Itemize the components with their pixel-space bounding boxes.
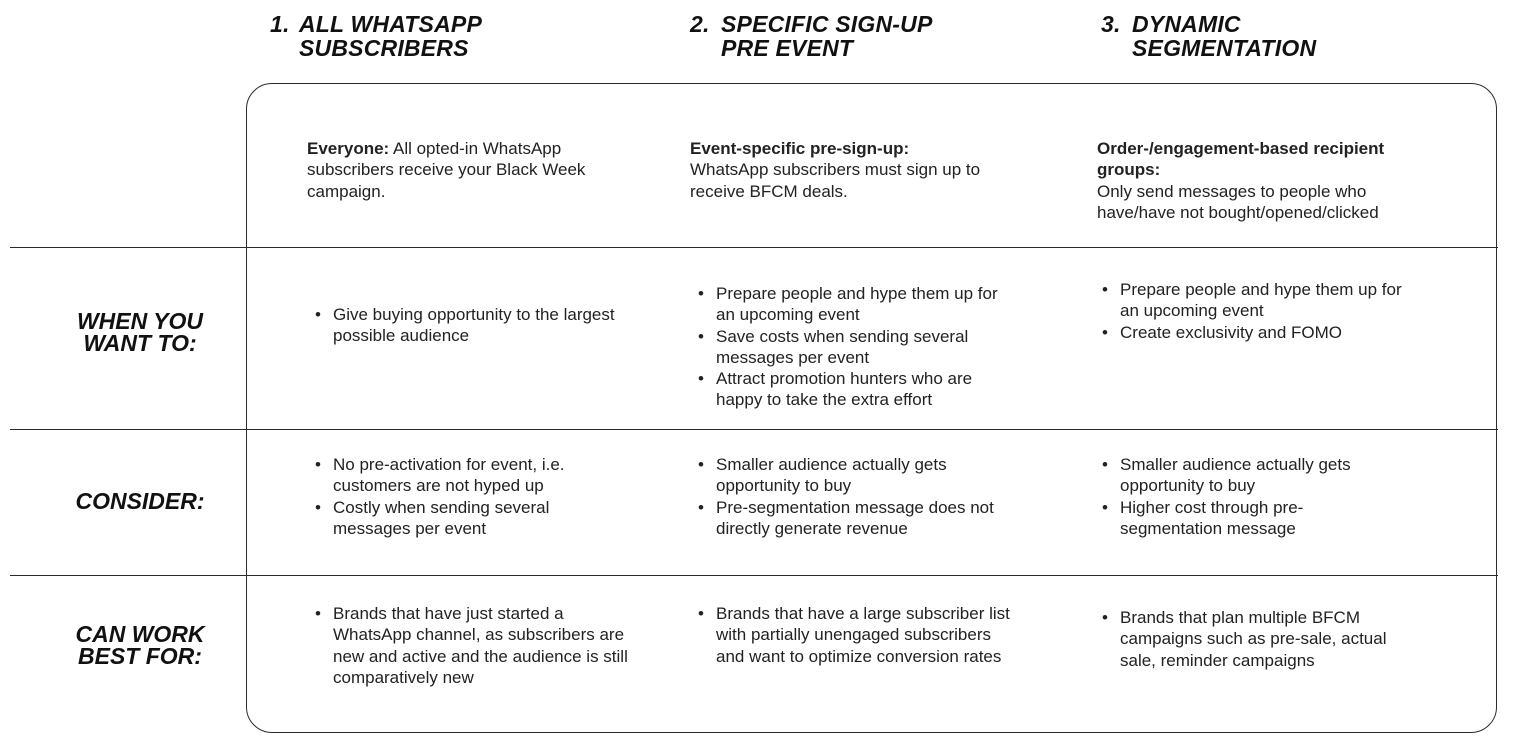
list-item: • Prepare people and hype them up for an upcoming event [1120, 279, 1424, 322]
row-divider [10, 247, 1498, 248]
list-item: • No pre-activation for event, i.e. customers are not hyped up [333, 454, 627, 497]
column-number: 1. [270, 11, 290, 37]
column-title-line: DYNAMIC [1132, 11, 1241, 37]
best-for-cell-1 [307, 603, 637, 688]
list-item: • Higher cost through pre-segmentation message [1120, 497, 1394, 540]
row-label-consider: CONSIDER: [75, 488, 205, 514]
best-for-cell-2 [690, 603, 1010, 667]
when-cell-1 [307, 304, 627, 347]
column-title-line: PRE EVENT [721, 35, 854, 61]
description-cell-3: Order-/engagement-based recipient groups: Only send messages to people who have/have not bought/opened/clicked [1097, 139, 1385, 222]
list-item: • Pre-segmentation message does not directly generate revenue [716, 497, 1010, 540]
row-label-when-you-want-to: WHEN YOU WANT TO: [76, 308, 204, 356]
consider-cell-1 [307, 454, 627, 539]
list-item: • Give buying opportunity to the largest possible audience [333, 304, 627, 347]
consider-cell-2 [690, 454, 1010, 539]
column-title-line: SEGMENTATION [1132, 35, 1317, 61]
column-title-line: SUBSCRIBERS [299, 35, 469, 61]
column-title-line: SPECIFIC SIGN-UP [721, 11, 933, 37]
when-cell-3 [1094, 279, 1424, 343]
when-cell-2 [690, 283, 1020, 411]
column-number: 3. [1101, 11, 1121, 37]
list-item: • Brands that plan multiple BFCM campaigns such as pre-sale, actual sale, reminder campaigns [1120, 607, 1404, 671]
column-number: 2. [690, 11, 710, 37]
column-title-line: ALL WHATSAPP [299, 11, 482, 37]
list-item: • Brands that have a large subscriber list with partially unengaged subscribers and want to optimize conversion rates [716, 603, 1010, 667]
best-for-cell-3 [1094, 607, 1404, 671]
list-item: • Smaller audience actually gets opportunity to buy [716, 454, 1010, 497]
description-cell-2: Event-specific pre-sign-up: WhatsApp subscribers must sign up to receive BFCM deals. [690, 139, 981, 201]
list-item: • Save costs when sending several messages per event [716, 326, 1020, 369]
list-item: • Smaller audience actually gets opportunity to buy [1120, 454, 1394, 497]
description-cell-1: Everyone: All opted-in WhatsApp subscribers receive your Black Week campaign. [307, 139, 586, 201]
row-divider [10, 575, 1498, 576]
consider-cell-3 [1094, 454, 1394, 539]
list-item: • Prepare people and hype them up for an upcoming event [716, 283, 1020, 326]
row-label-can-work-best-for: CAN WORK BEST FOR: [75, 621, 205, 669]
list-item: • Costly when sending several messages per event [333, 497, 627, 540]
list-item: • Attract promotion hunters who are happy to take the extra effort [716, 368, 1020, 411]
list-item: • Create exclusivity and FOMO [1120, 322, 1424, 343]
list-item: • Brands that have just started a WhatsApp channel, as subscribers are new and active and the audience is still comparatively new [333, 603, 637, 688]
row-divider [10, 429, 1498, 430]
